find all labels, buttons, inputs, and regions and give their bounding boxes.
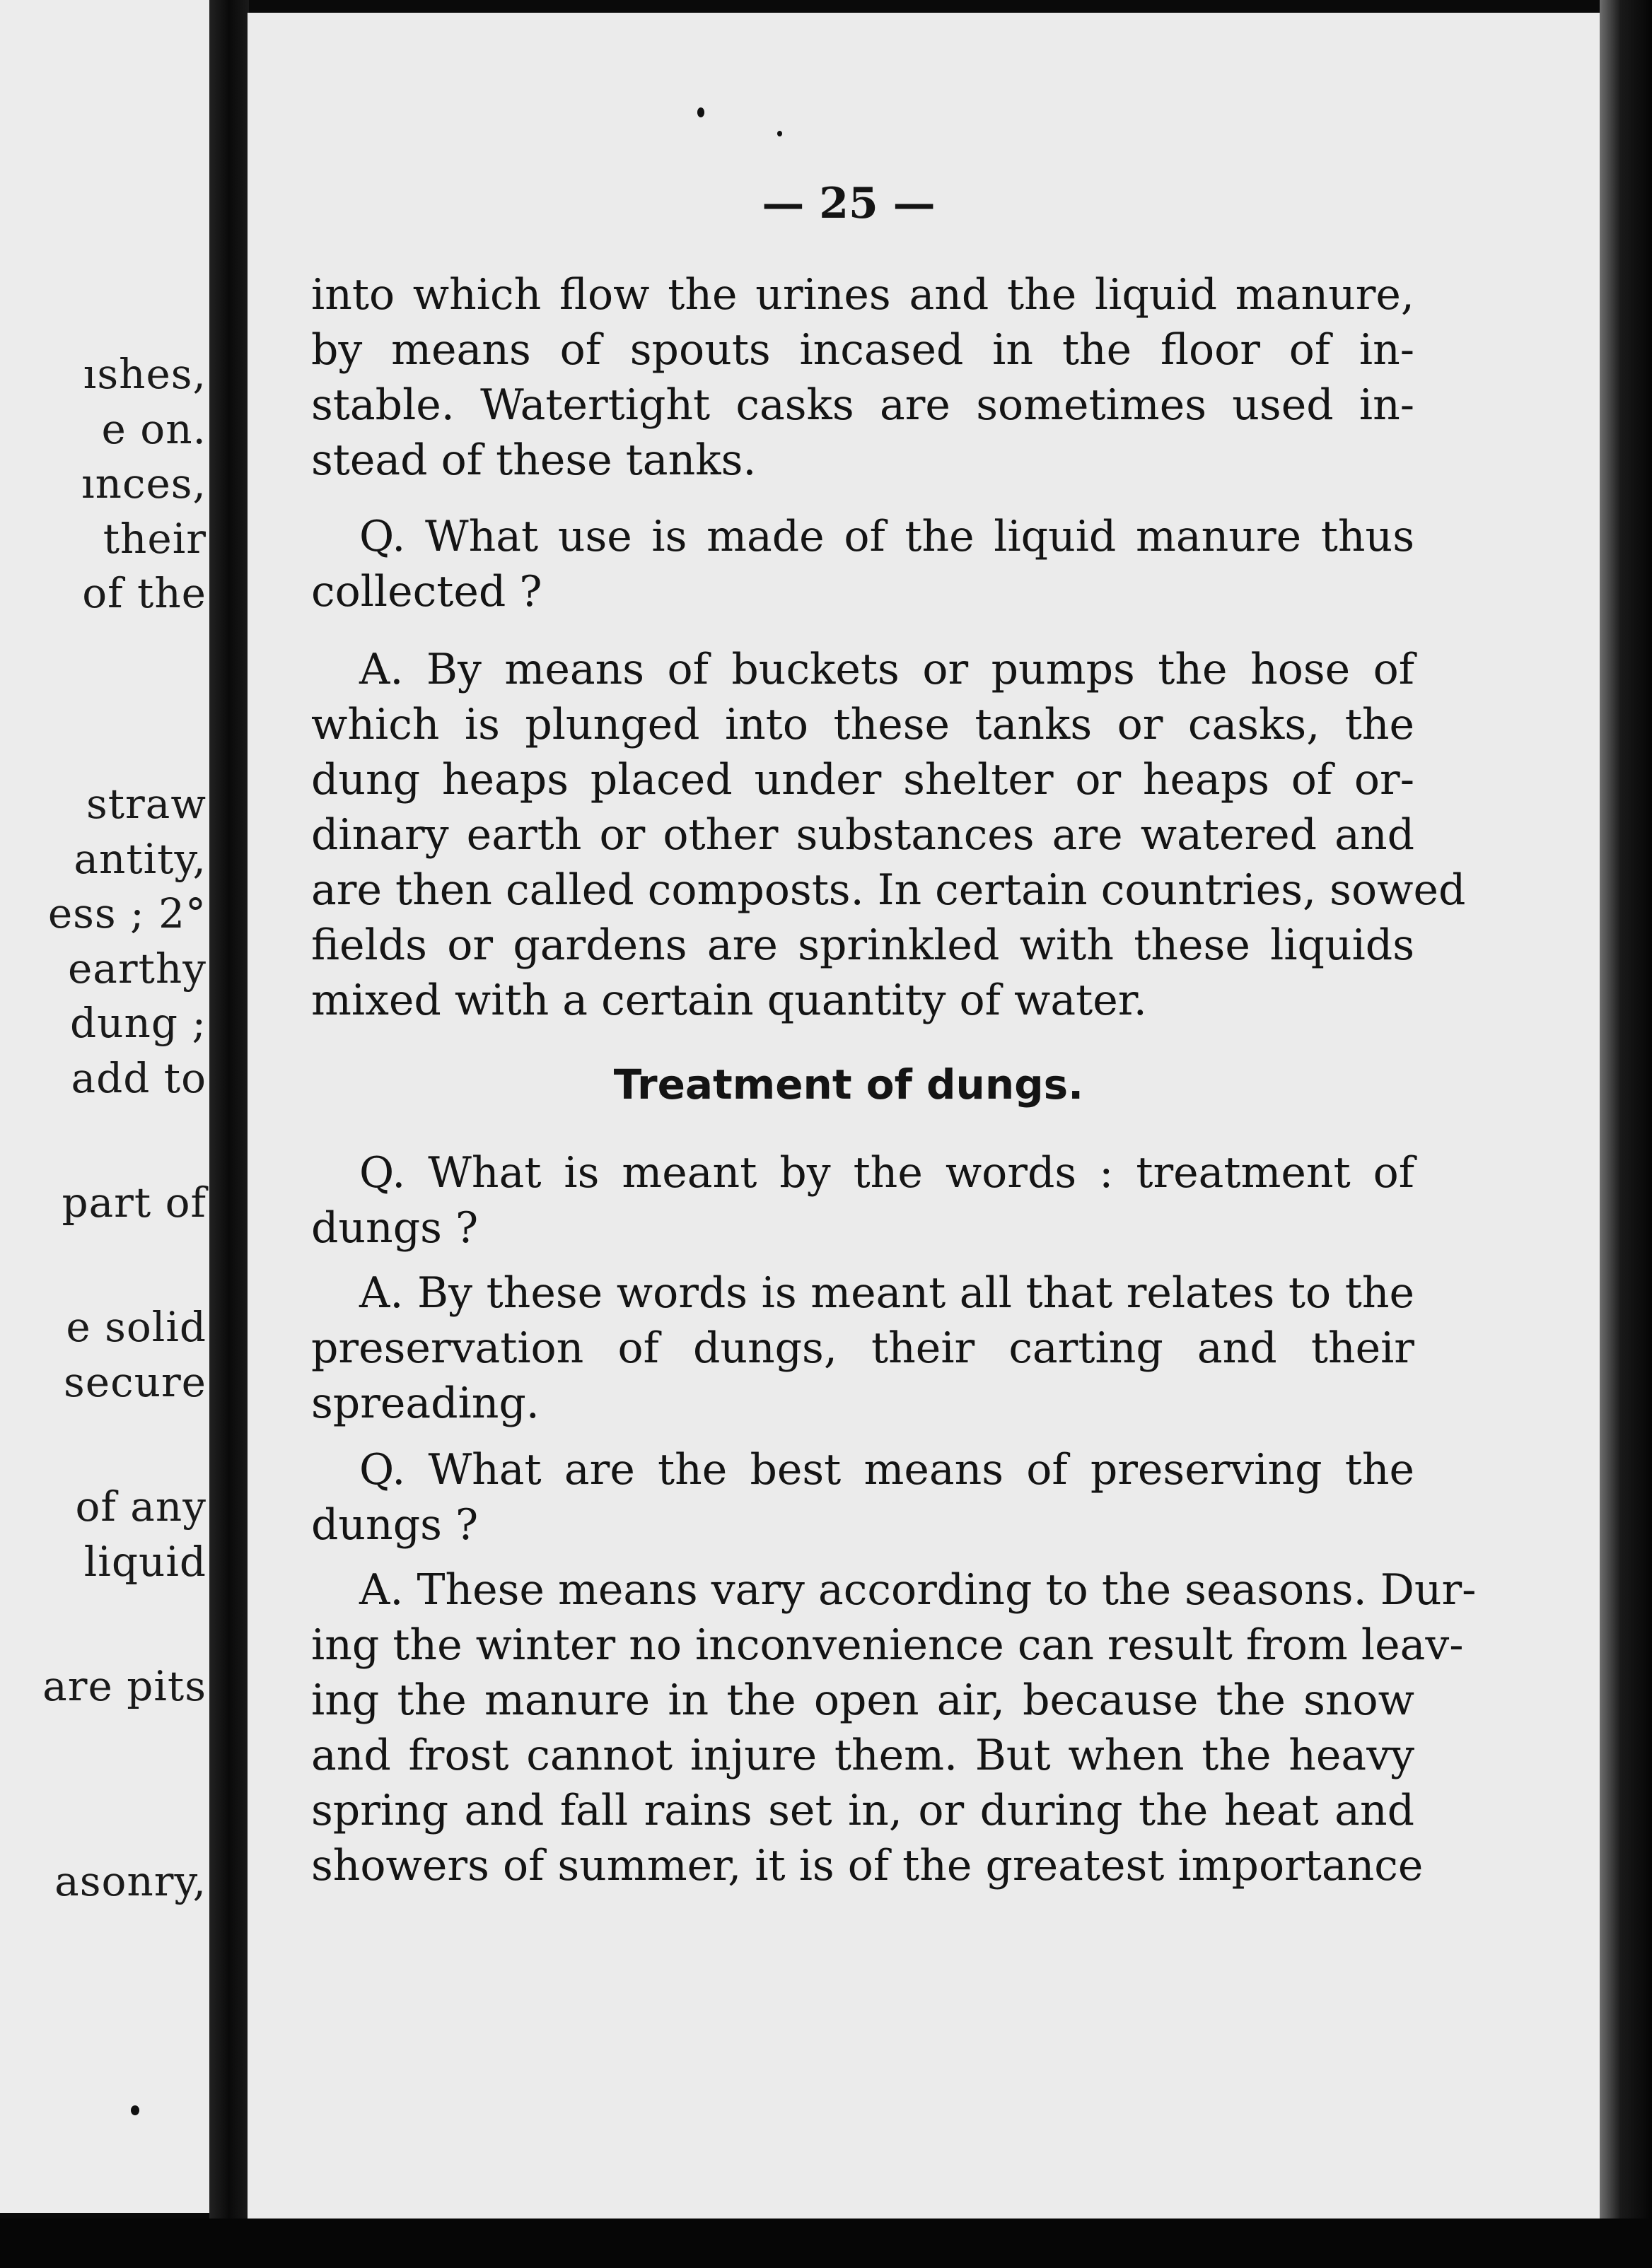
answer [311, 1265, 1414, 1431]
text-line: showers of summer, it is of the greatest importance [311, 1841, 1424, 1890]
text-line: are then called composts. In certain countries, sowed [311, 865, 1466, 915]
left-page-line: e on. [101, 405, 206, 453]
text-line: Q. What is meant by the words : treatment of [359, 1148, 1414, 1198]
left-page-line: of the [82, 569, 206, 617]
left-page-line: secure [64, 1358, 206, 1406]
left-page-line: straw [86, 780, 206, 828]
left-page-line: add to [71, 1054, 206, 1102]
question [311, 1145, 1414, 1256]
left-page-line: ess ; 2° [47, 889, 206, 937]
book-gutter [209, 0, 249, 2227]
paragraph [311, 267, 1414, 488]
left-page-line: their [103, 515, 206, 563]
page-bottom-edge [0, 2219, 1652, 2268]
text-line: which is plunged into these tanks or casks, the [311, 700, 1414, 749]
text-line: preservation of dungs, their carting and their [311, 1323, 1414, 1373]
text-line: stable. Watertight casks are sometimes used in- [311, 380, 1414, 430]
question [311, 509, 1414, 619]
ink-speck [777, 131, 782, 136]
left-page-line: part of [62, 1179, 206, 1227]
text-line: A. By means of buckets or pumps the hose of [359, 645, 1414, 694]
text-line: fields or gardens are sprinkled with these liquids [311, 920, 1414, 970]
left-page-line: earthy [67, 945, 206, 993]
text-line: ing the winter no inconvenience can result from leav- [311, 1620, 1464, 1670]
ink-speck [131, 2105, 139, 2115]
left-page-line: dung ; [70, 999, 206, 1047]
ink-speck [697, 107, 704, 117]
text-line: by means of spouts incased in the floor of in- [311, 325, 1414, 375]
previous-page [0, 0, 212, 2213]
text-line: dinary earth or other substances are watered and [311, 810, 1414, 860]
left-page-line: liquid [83, 1538, 206, 1586]
text-line: and frost cannot injure them. But when the heavy [311, 1731, 1414, 1780]
left-page-line: asonry, [54, 1857, 206, 1905]
text-line: Q. What are the best means of preserving the [359, 1445, 1414, 1495]
text-line: collected ? [311, 567, 542, 616]
text-line: ing the manure in the open air, because the snow [311, 1676, 1414, 1725]
text-line: stead of these tanks. [311, 436, 757, 485]
text-line: spring and fall rains set in, or during the heat and [311, 1786, 1414, 1835]
text-line: dung heaps placed under shelter or heaps of or- [311, 755, 1414, 805]
text-line: mixed with a certain quantity of water. [311, 976, 1147, 1025]
text-line: into which flow the urines and the liquid manure, [311, 270, 1414, 320]
text-line: A. These means vary according to the seasons. Dur- [359, 1565, 1477, 1615]
text-line: A. By these words is meant all that relates to the [359, 1268, 1414, 1318]
left-page-line: ınces, [81, 460, 206, 508]
answer [311, 642, 1466, 1028]
section-heading: Treatment of dungs. [613, 1060, 1084, 1109]
left-page-line: are pits [42, 1662, 206, 1710]
left-page-line: of any [75, 1483, 206, 1531]
page-right-edge [1600, 0, 1652, 2268]
text-line: dungs ? [311, 1500, 479, 1550]
page-number: — 25 — [762, 179, 936, 228]
question [311, 1442, 1414, 1553]
left-page-line: antity, [74, 835, 206, 883]
answer [311, 1562, 1477, 1893]
text-line: dungs ? [311, 1203, 479, 1253]
left-page-line: e solid [66, 1303, 206, 1351]
text-line: Q. What use is made of the liquid manure thus [359, 512, 1414, 561]
text-line: spreading. [311, 1379, 540, 1428]
left-page-line: ıshes, [83, 350, 206, 398]
